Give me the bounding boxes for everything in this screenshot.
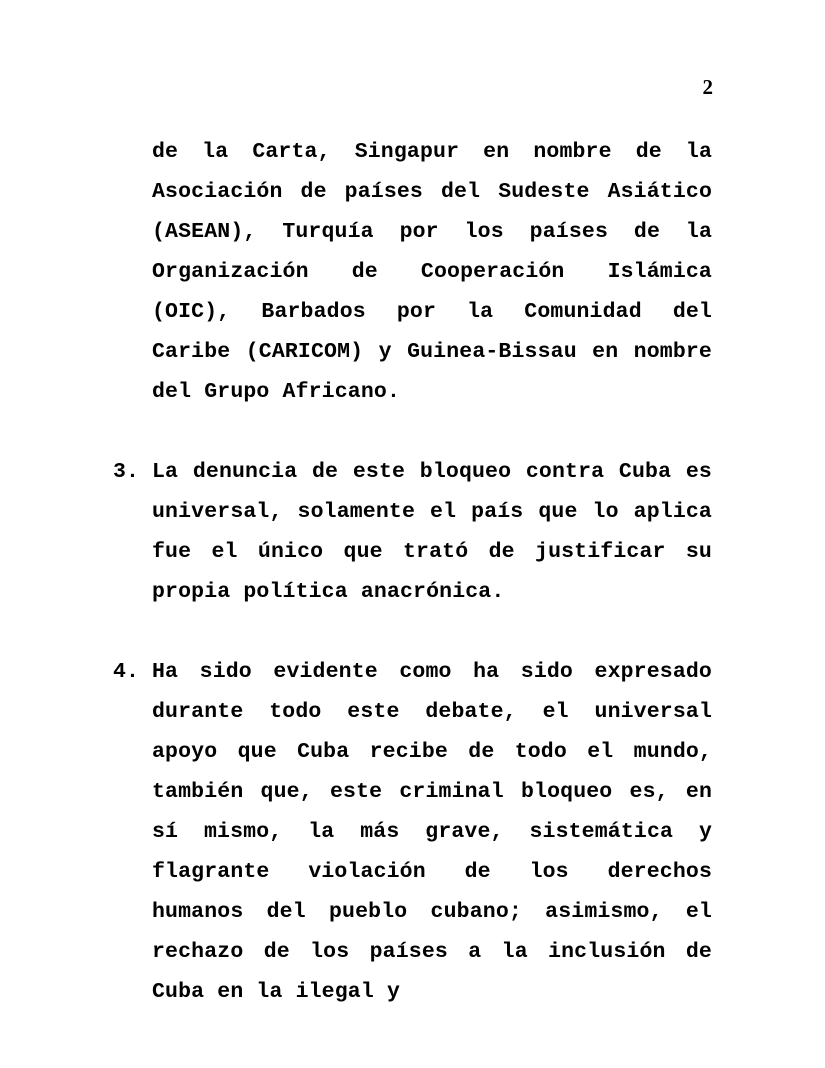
paragraph-marker-3: 3. — [113, 460, 140, 484]
paragraph-text: de la Carta, Singapur en nombre de la Asociación de países del Sudeste Asiático (ASEAN), Turquía por los países de la Organización de Cooperación Islámica (OIC), Barbados por la Comunidad del Caribe (CARICOM) y Guinea-Bissau en nombre del Grupo Africano. — [152, 140, 712, 404]
paragraph-continuation — [113, 132, 712, 412]
page-number: 2 — [702, 75, 713, 99]
paragraph-text-4: Ha sido evidente como ha sido expresado durante todo este debate, el universal apoyo que Cuba recibe de todo el mundo, también que, este criminal bloqueo es, en sí mismo, la más grave, sistemática y flagrante violación de los derechos humanos del pueblo cubano; asimismo, el rechazo de los países a la inclusión de Cuba en la ilegal y — [152, 660, 712, 1004]
paragraph-text-3: La denuncia de este bloqueo contra Cuba es universal, solamente el país que lo aplica fue el único que trató de justificar su propia política anacrónica. — [152, 460, 712, 604]
document-body — [113, 132, 712, 1012]
paragraph-marker-4: 4. — [113, 660, 140, 684]
paragraph-3 — [113, 452, 712, 612]
paragraph-4 — [113, 652, 712, 1012]
